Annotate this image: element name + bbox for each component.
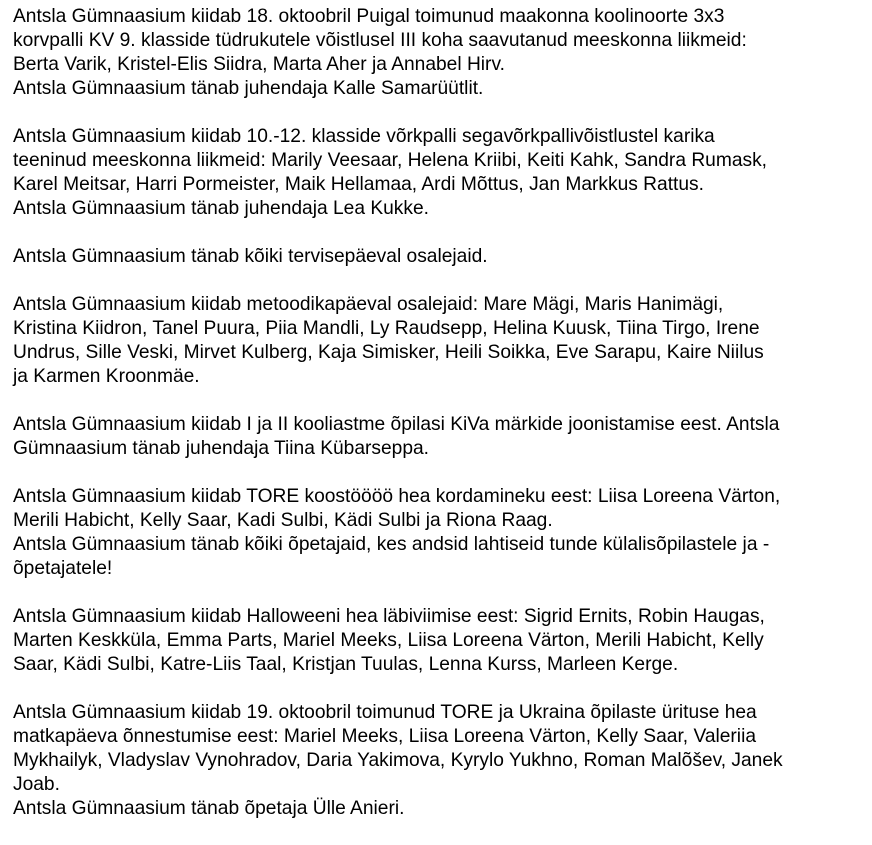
- paragraph-methodology-day: [13, 293, 865, 389]
- paragraph-basketball: [13, 5, 865, 101]
- text-line: Gümnaasium tänab juhendaja Tiina Kübarseppa.: [13, 438, 430, 459]
- text-line: Mykhailyk, Vladyslav Vynohradov, Daria Yakimova, Kyrylo Yukhno, Roman Malõšev, Janek: [13, 750, 783, 771]
- paragraph-kiva: [13, 413, 865, 461]
- text-line: Marten Keskküla, Emma Parts, Mariel Meeks, Liisa Loreena Värton, Merili Habicht, Kelly: [13, 630, 764, 651]
- text-line: Antsla Gümnaasium kiidab I ja II kooliastme õpilasi KiVa märkide joonistamise eest. Antsla: [13, 414, 780, 435]
- text-line: Antsla Gümnaasium kiidab 10.-12. klasside võrkpalli segavõrkpallivõistlustel karika: [13, 126, 715, 147]
- text-line: ja Karmen Kroonmäe.: [13, 366, 200, 387]
- text-line: Merili Habicht, Kelly Saar, Kadi Sulbi, Kädi Sulbi ja Riona Raag.: [13, 510, 553, 531]
- text-line: Antsla Gümnaasium kiidab TORE koostöööö hea kordamineku eest: Liisa Loreena Värton,: [13, 486, 781, 507]
- text-line: teeninud meeskonna liikmeid: Marily Veesaar, Helena Kriibi, Keiti Kahk, Sandra Rumask,: [13, 150, 768, 171]
- paragraph-volleyball: [13, 125, 865, 221]
- text-line: Undrus, Sille Veski, Mirvet Kulberg, Kaja Simisker, Heili Soikka, Eve Sarapu, Kaire Niilus: [13, 342, 764, 363]
- text-line: Antsla Gümnaasium tänab juhendaja Kalle Samarüütlit.: [13, 78, 484, 99]
- text-line: õpetajatele!: [13, 558, 113, 579]
- text-line: Antsla Gümnaasium tänab kõiki õpetajaid, kes andsid lahtiseid tunde külalisõpilastele ja -: [13, 534, 770, 555]
- text-line: Antsla Gümnaasium tänab juhendaja Lea Kukke.: [13, 198, 429, 219]
- text-line: Kristina Kiidron, Tanel Puura, Piia Mandli, Ly Raudsepp, Helina Kuusk, Tiina Tirgo, Irene: [13, 318, 760, 339]
- paragraph-health-day: [13, 245, 865, 269]
- text-line: korvpalli KV 9. klasside tüdrukutele võistlusel III koha saavutanud meeskonna liikmeid:: [13, 30, 747, 51]
- text-line: matkapäeva õnnestumise eest: Mariel Meeks, Liisa Loreena Värton, Kelly Saar, Valeriia: [13, 726, 757, 747]
- document-body: [13, 5, 865, 845]
- text-line: Saar, Kädi Sulbi, Katre-Liis Taal, Kristjan Tuulas, Lenna Kurss, Marleen Kerge.: [13, 654, 679, 675]
- text-line: Antsla Gümnaasium kiidab metoodikapäeval osalejaid: Mare Mägi, Maris Hanimägi,: [13, 294, 724, 315]
- text-line: Antsla Gümnaasium kiidab 19. oktoobril toimunud TORE ja Ukraina õpilaste ürituse hea: [13, 702, 757, 723]
- paragraph-tore-cooperation: [13, 485, 865, 581]
- text-line: Antsla Gümnaasium kiidab Halloweeni hea läbiviimise eest: Sigrid Ernits, Robin Haugas,: [13, 606, 765, 627]
- paragraph-hiking-day: [13, 701, 865, 821]
- text-line: Antsla Gümnaasium tänab õpetaja Ülle Anieri.: [13, 798, 405, 819]
- paragraph-halloween: [13, 605, 865, 677]
- text-line: Antsla Gümnaasium tänab kõiki tervisepäeval osalejaid.: [13, 246, 488, 267]
- text-line: Karel Meitsar, Harri Pormeister, Maik Hellamaa, Ardi Mõttus, Jan Markkus Rattus.: [13, 174, 704, 195]
- text-line: Berta Varik, Kristel-Elis Siidra, Marta Aher ja Annabel Hirv.: [13, 54, 505, 75]
- text-line: Antsla Gümnaasium kiidab 18. oktoobril Puigal toimunud maakonna koolinoorte 3x3: [13, 6, 725, 27]
- text-line: Joab.: [13, 774, 60, 795]
